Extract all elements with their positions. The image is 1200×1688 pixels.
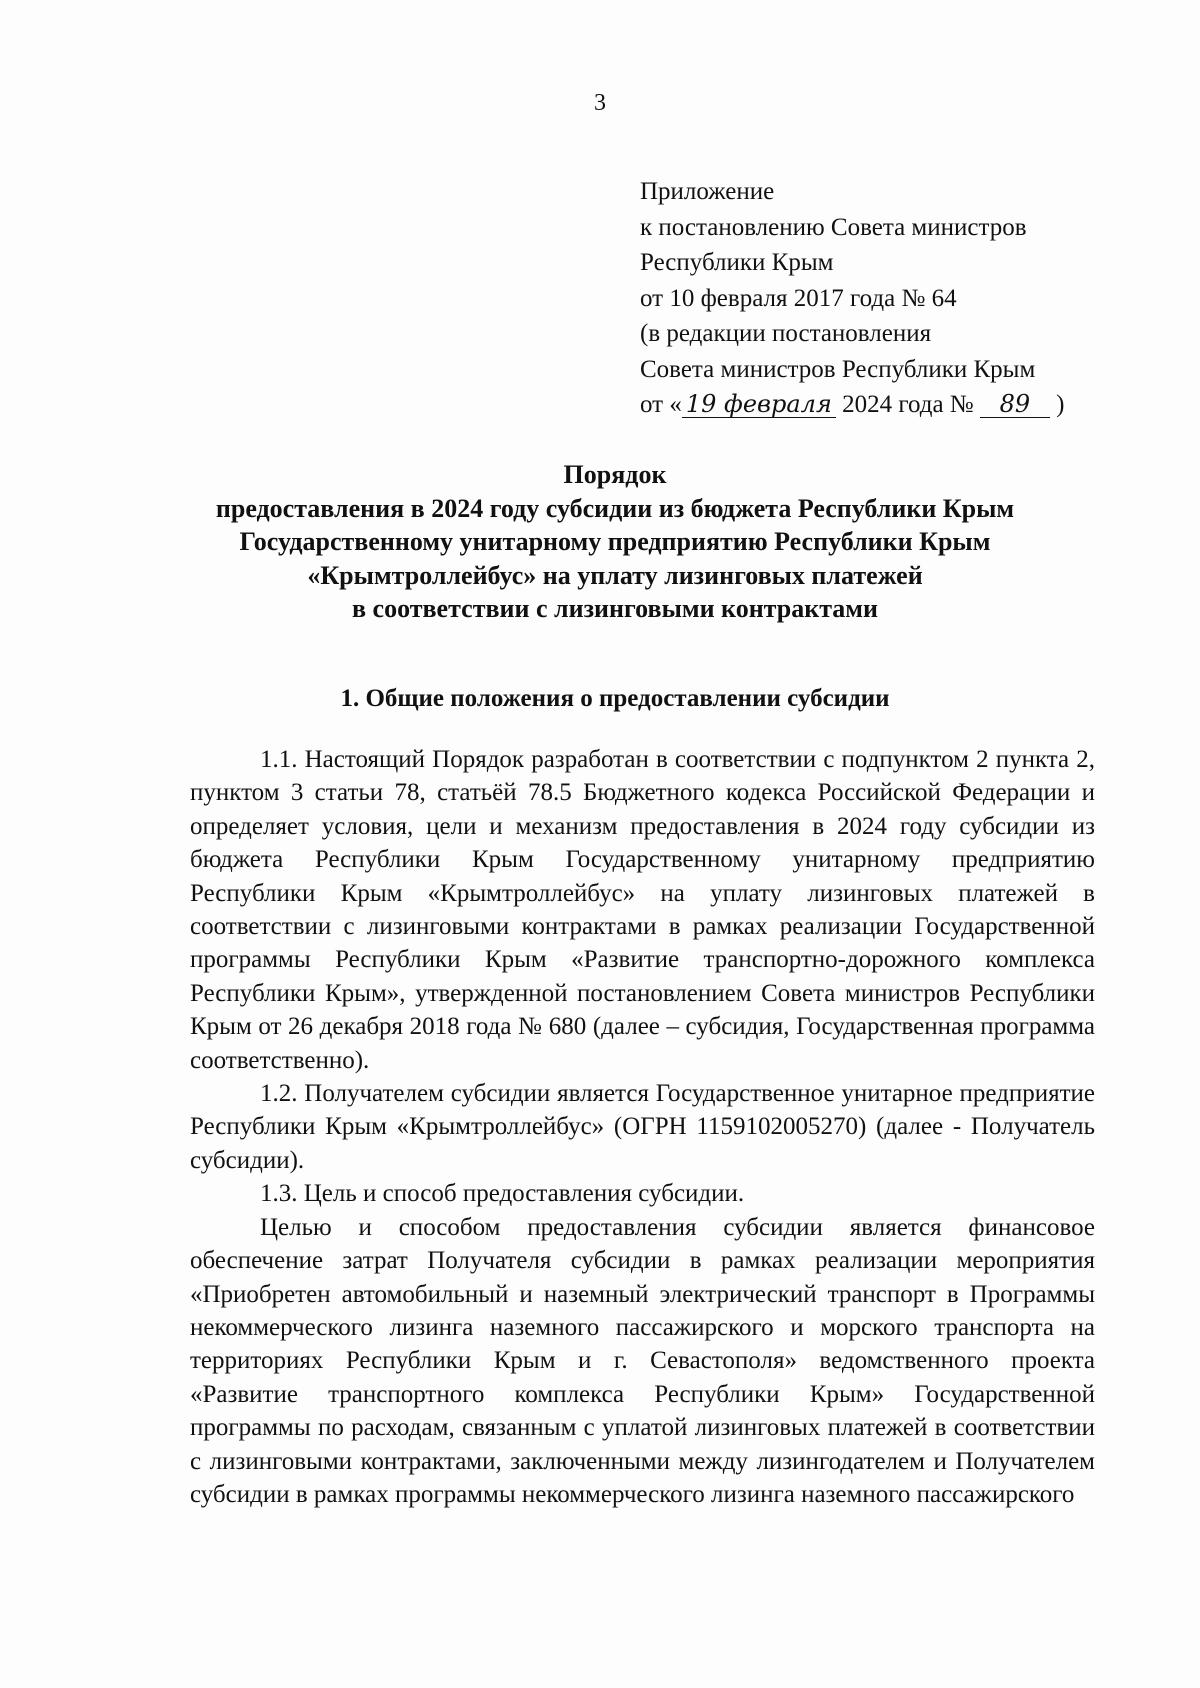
date-suffix: ) <box>1049 391 1065 418</box>
appendix-date-line <box>640 387 1100 423</box>
appendix-line: от 10 февраля 2017 года № 64 <box>640 284 957 312</box>
document-title <box>150 458 1080 626</box>
appendix-line: к постановлению Совета министров <box>640 213 1027 241</box>
date-year: 2024 года № <box>835 391 980 418</box>
paragraph: 1.2. Получателем субсидии является Государственное унитарное предприятие Республики Крым «Крымтроллейбус» (ОГРН 1159102005270) (далее - Получатель субсидии). <box>190 1080 1095 1174</box>
paragraph: 1.1. Настоящий Порядок разработан в соответствии с подпунктом 2 пункта 2, пунктом 3 статьи 78, статьёй 78.5 Бюджетного кодекса Российской Федерации и определяет условия, цели и механизм предоставления в 2024 году субсидии из бюджета Республики Крым Государственному унитарному предприятию Республики Крым «Крымтроллейбус» на уплату лизинговых платежей в соответствии с лизинговыми контрактами в рамках реализации Государственной программы Республики Крым «Развитие транспортно-дорожного комплекса Республики Крым», утвержденной постановлением Совета министров Республики Крым от 26 декабря 2018 года № 680 (далее – субсидия, Государственная программа соответственно). <box>190 746 1095 1074</box>
handwritten-date: 19 февраля <box>682 391 836 418</box>
section-body <box>190 743 1095 1511</box>
page-number: 3 <box>594 90 606 116</box>
date-prefix: от « <box>640 391 682 418</box>
appendix-line: Приложение <box>640 178 775 205</box>
appendix-line: (в редакции постановления <box>640 320 932 347</box>
paragraph: 1.3. Цель и способ предоставления субсидии. <box>260 1180 745 1208</box>
title-line: предоставления в 2024 году субсидии из бюджета Республики Крым <box>215 493 1015 523</box>
appendix-block <box>640 174 1100 423</box>
title-line: «Крымтроллейбус» на уплату лизинговых платежей <box>307 560 923 590</box>
handwritten-number: 89 <box>980 391 1050 418</box>
appendix-line: Совета министров Республики Крым <box>640 355 1036 383</box>
title-line: в соответствии с лизинговыми контрактами <box>352 594 878 624</box>
title-line: Государственному унитарному предприятию Республики Крым <box>239 527 991 557</box>
title-line: Порядок <box>563 460 667 489</box>
section-heading: 1. Общие положения о предоставлении субсидии <box>340 685 890 712</box>
appendix-line: Республики Крым <box>640 249 834 276</box>
paragraph: Целью и способом предоставления субсидии является финансовое обеспечение затрат Получателя субсидии в рамках реализации мероприятия «Приобретен автомобильный и наземный электрический транспорт в Программы некоммерческого лизинга наземного пассажирского и морского транспорта на территориях Республики Крым и г. Севастополя» ведомственного проекта «Развитие транспортного комплекса Республики Крым» Государственной программы по расходам, связанным с уплатой лизинговых платежей в соответствии с лизинговыми контрактами, заключенными между лизингодателем и Получателем субсидии в рамках программы некоммерческого лизинга наземного пассажирского <box>190 1213 1095 1508</box>
